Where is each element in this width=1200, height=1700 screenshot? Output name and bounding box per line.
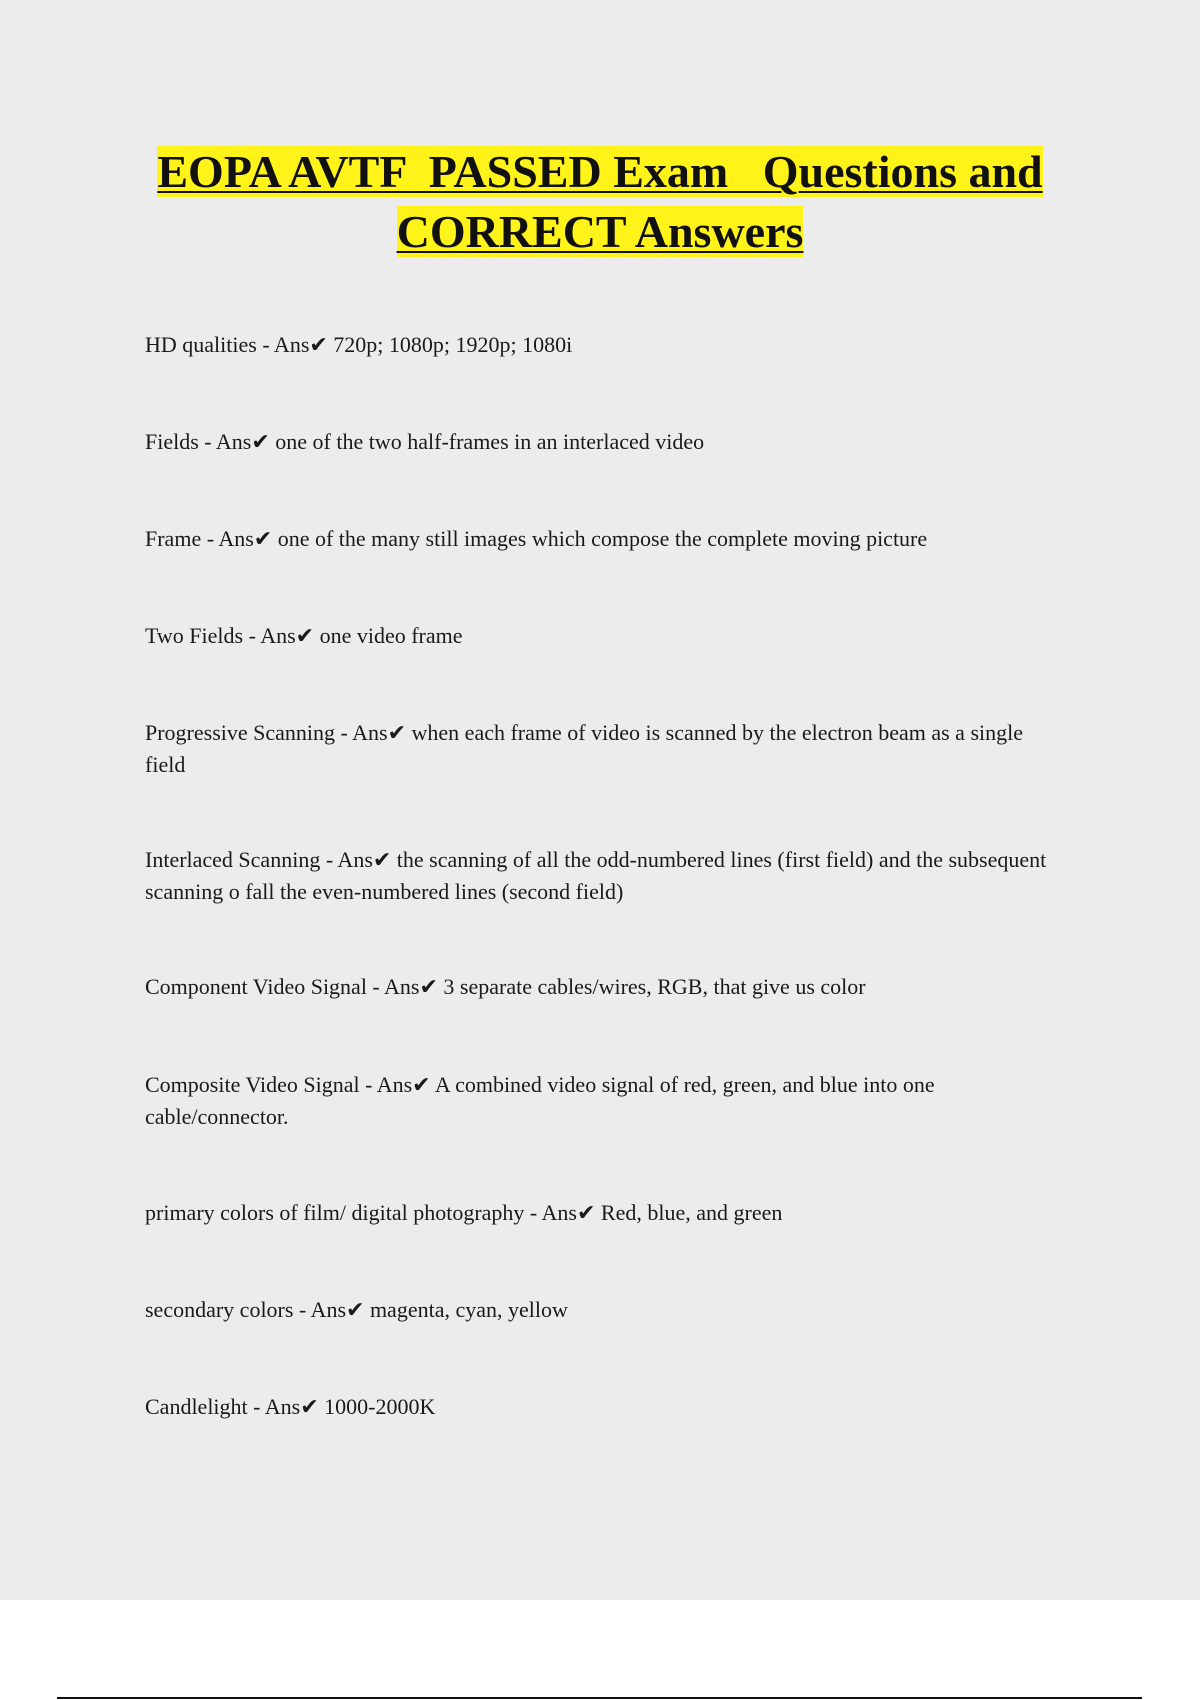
qa-item-frame: Frame - Ans✔ one of the many still images which compose the complete moving picture	[145, 526, 928, 551]
qa-item-component-video-signal: Component Video Signal - Ans✔ 3 separate cables/wires, RGB, that give us color	[145, 974, 866, 999]
qa-item-composite-video-signal: Composite Video Signal - Ans✔ A combined video signal of red, green, and blue into one cable/connector.	[145, 1072, 935, 1129]
qa-item-progressive-scanning: Progressive Scanning - Ans✔ when each frame of video is scanned by the electron beam as a single field	[145, 720, 1024, 777]
qa-item-two-fields: Two Fields - Ans✔ one video frame	[145, 623, 463, 648]
qa-item-interlaced-scanning: Interlaced Scanning - Ans✔ the scanning of all the odd-numbered lines (first field) and the subsequent scanning o fall the even-numbered lines (second field)	[145, 847, 1047, 904]
qa-item-primary-colors: primary colors of film/ digital photography - Ans✔ Red, blue, and green	[145, 1200, 783, 1225]
qa-item-secondary-colors: secondary colors - Ans✔ magenta, cyan, yellow	[145, 1297, 568, 1322]
qa-item-fields: Fields - Ans✔ one of the two half-frames in an interlaced video	[145, 429, 705, 454]
footer-divider	[57, 1697, 1142, 1699]
document-title	[100, 142, 1100, 262]
qa-item-candlelight: Candlelight - Ans✔ 1000-2000K	[145, 1394, 436, 1419]
title-line-1: EOPA AVTF PASSED Exam Questions and	[157, 146, 1043, 197]
title-line-2: CORRECT Answers	[396, 206, 804, 257]
qa-item-hd-qualities: HD qualities - Ans✔ 720p; 1080p; 1920p; 1080i	[145, 332, 573, 357]
